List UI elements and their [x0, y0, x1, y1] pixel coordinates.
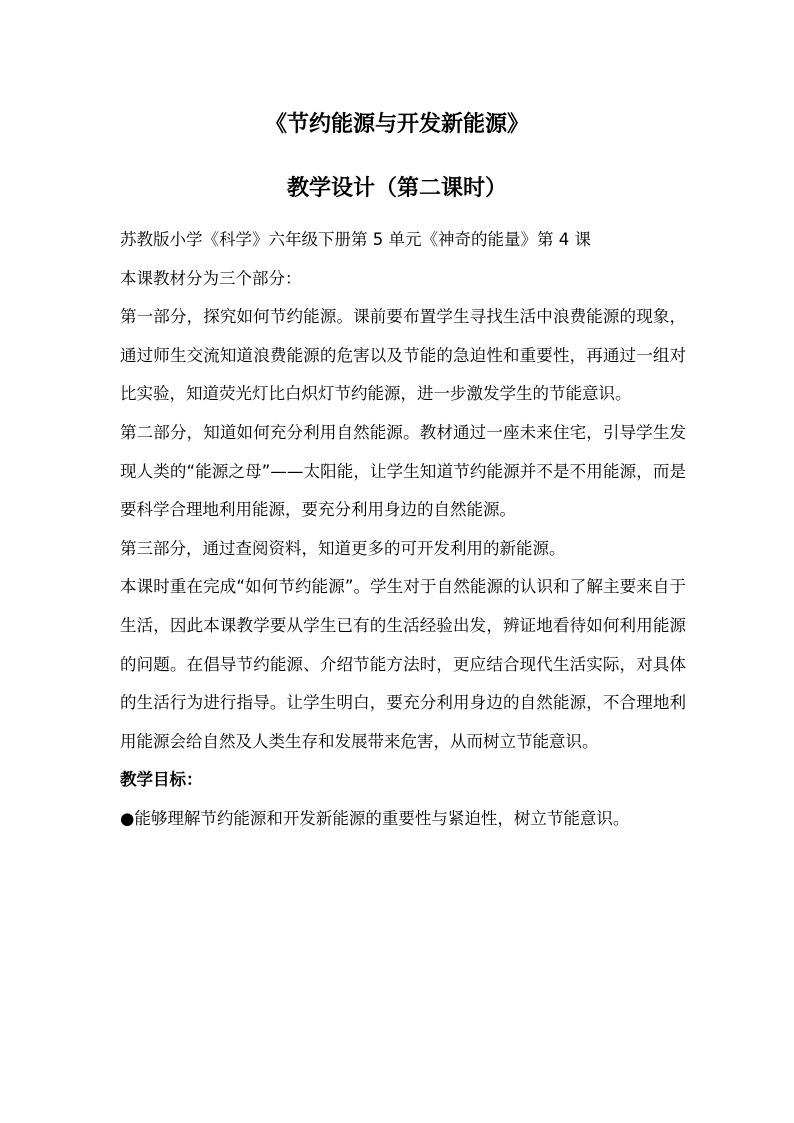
- document-subtitle: 教学设计（第二课时）: [286, 176, 507, 201]
- paragraph-part-two: 第二部分，知道如何充分利用自然能源。教材通过一座未来住宅，引导学生发现人类的“能源之母”——太阳能，让学生知道节约能源并不是不用能源，而是要科学合理地利用能源，要充分利用身边的自然能源。: [120, 422, 686, 520]
- objectives-heading: 教学目标：: [120, 770, 203, 790]
- paragraph-part-one: 第一部分，探究如何节约能源。课前要布置学生寻找生活中浪费能源的现象，通过师生交流知道浪费能源的危害以及节能的急迫性和重要性，再通过一组对比实验，知道荧光灯比白炽灯节约能源，进一步激发学生的节能意识。: [120, 307, 686, 404]
- paragraph-lesson-focus: 本课时重在完成“如何节约能源”。学生对于自然能源的认识和了解主要来自于生活，因此本课教学要从学生已有的生活经验出发，辨证地看待如何利用能源的问题。在倡导节约能源、介绍节能方法时，更应结合现代生活实际，对具体的生活行为进行指导。让学生明白，要充分利用身边的自然能源，不合理地利用能源会给自然及人类生存和发展带来危害，从而树立节能意识。: [120, 577, 686, 751]
- paragraph-intro: 本课教材分为三个部分：: [120, 268, 302, 288]
- course-source-line: 苏教版小学《科学》六年级下册第 5 单元《神奇的能量》第 4 课: [120, 230, 591, 249]
- document-title: 《节约能源与开发新能源》: [264, 112, 529, 137]
- document-body: [120, 221, 686, 839]
- paragraph-part-three: 第三部分，通过查阅资料，知道更多的可开发利用的新能源。: [120, 538, 566, 558]
- objective-item: ●能够理解节约能源和开发新能源的重要性与紧迫性，树立节能意识。: [120, 808, 630, 828]
